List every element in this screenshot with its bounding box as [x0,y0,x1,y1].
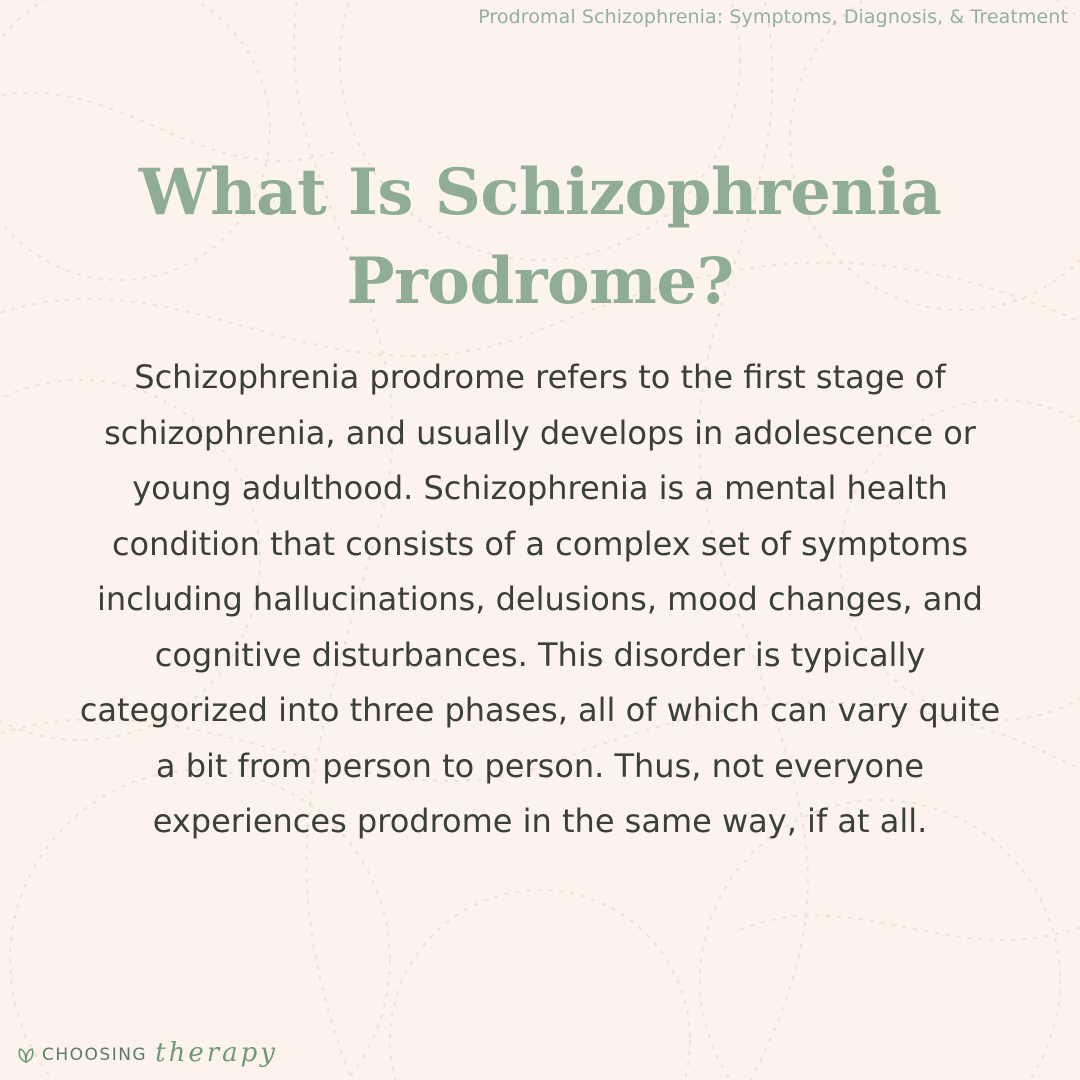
page-title: What Is Schizophrenia Prodrome? [138,155,942,319]
body-paragraph: Schizophrenia prodrome refers to the first stage of schizophrenia, and usually develops in adolescence or young adulthood. Schizophrenia is a mental health condition that consists of a complex set of symptoms including hallucinations, delusions, mood changes, and cognitive disturbances. This disorder is typically categorized into three phases, all of which can vary quite a bit from person to person. Thus, not everyone experiences prodrome in the same way, if at all. [79,358,1001,840]
choosing-therapy-logo[interactable] [16,1038,278,1068]
logo-word-therapy: therapy [155,1038,278,1068]
leaf-icon [16,1046,36,1064]
logo-word-choosing: CHOOSING [42,1045,148,1065]
article-title: Prodromal Schizophrenia: Symptoms, Diagnosis, & Treatment [478,6,1068,28]
